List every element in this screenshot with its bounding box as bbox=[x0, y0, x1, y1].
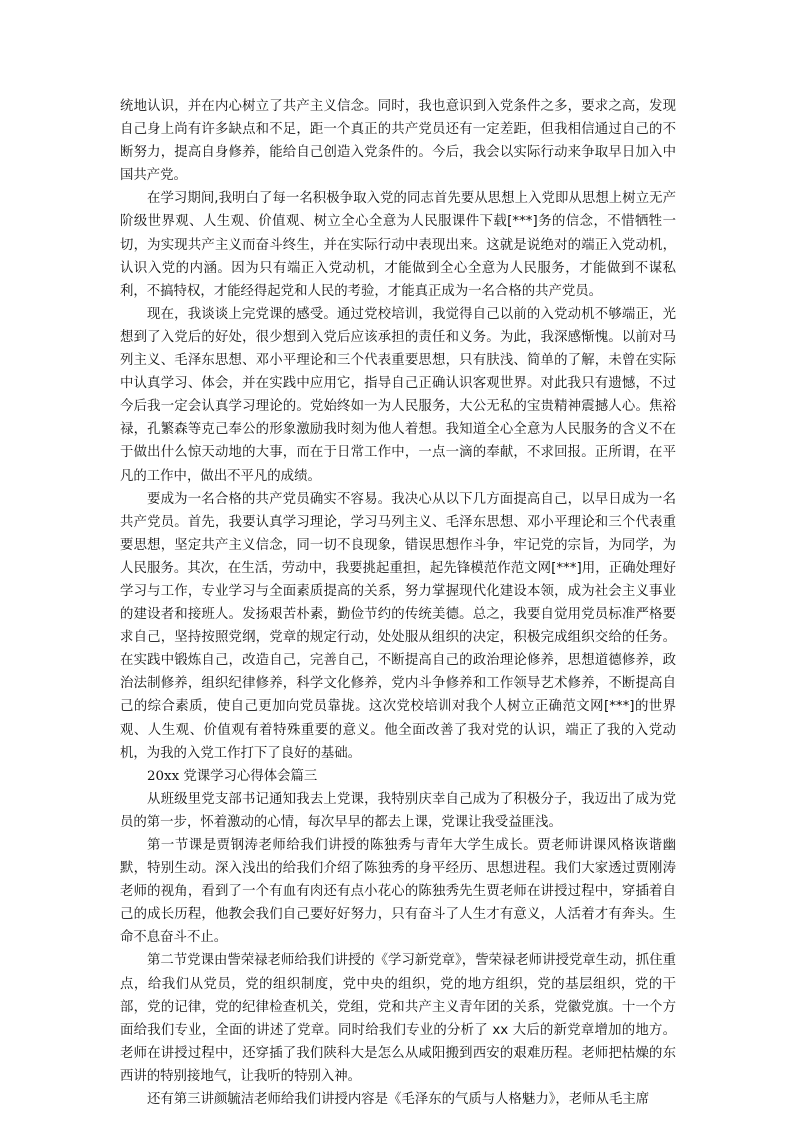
paragraph: 第一节课是贾钢涛老师给我们讲授的陈独秀与青年大学生成长。贾老师讲课风格诙谐幽默，特别生动。深入浅出的给我们介绍了陈独秀的身平经历、思想进程。我们大家透过贾刚涛老师的视角，看到了一个有血有肉还有点小花心的陈独秀先生贾老师在讲授过程中，穿插着自己的成长历程，他教会我们自己要好好努力，只有奋斗了人生才有意义，人活着才有奔头。生命不息奋斗不止。 bbox=[120, 838, 676, 946]
paragraph: 统地认识，并在内心树立了共产主义信念。同时，我也意识到入党条件之多，要求之高，发现自己身上尚有许多缺点和不足，距一个真正的共产党员还有一定差距，但我相信通过自己的不断努力，提高自身修养，能给自己创造入党条件的。今后，我会以实际行动来争取早日加入中国共产党。 bbox=[120, 99, 676, 184]
document-page bbox=[120, 95, 676, 1111]
paragraph: 现在，我谈谈上完党课的感受。通过党校培训，我觉得自己以前的入党动机不够端正，光想到了入党后的好处，很少想到入党后应该承担的责任和义务。为此，我深感惭愧。以前对马列主义、毛泽东思想、邓小平理论和三个代表重要思想，只有肤浅、简单的了解，未曾在实际中认真学习、体会，并在实践中应用它，指导自己正确认识客观世界。对此我只有遗憾，不过今后我一定会认真学习理论的。党始终如一为人民服务，大公无私的宝贵精神震撼人心。焦裕禄，孔繁森等克己奉公的形象激励我时刻为他人着想。我知道全心全意为人民服务的含义不在于做出什么惊天动地的大事，而在于日常工作中，一点一滴的奉献，不求回报。正所谓，在平凡的工作中，做出不平凡的成绩。 bbox=[120, 306, 676, 484]
paragraph: 第二节党课由訾荣禄老师给我们讲授的《学习新党章》，訾荣禄老师讲授党章生动，抓住重点，给我们从党员，党的组织制度，党中央的组织，党的地方组织，党的基层组织，党的干部，党的记律，党的纪律检查机关，党组，党和共产主义青年团的关系，党徽党旗。十一个方面给我们专业，全面的讲述了党章。同时给我们专业的分析了 xx 大后的新党章增加的地方。老师在讲授过程中，还穿插了我们陕科大是怎么从咸阳搬到西安的艰难历程。老师把枯燥的东西讲的特别接地气，让我听的特别入神。 bbox=[120, 953, 676, 1084]
paragraph: 在学习期间,我明白了每一名积极争取入党的同志首先要从思想上入党即从思想上树立无产阶级世界观、人生观、价值观、树立全心全意为人民服课件下载[***]务的信念，不惜牺牲一切，为实现共产主义而奋斗终生，并在实际行动中表现出来。这就是说绝对的端正入党动机，认识入党的内涵。因为只有端正入党动机，才能做到全心全意为人民服务，才能做到不谋私利，不搞特权，才能经得起党和人民的考验，才能真正成为一名合格的共产党员。 bbox=[120, 191, 676, 299]
section-title: 20xx 党课学习心得体会篇三 bbox=[147, 768, 318, 784]
paragraph: 要成为一名合格的共产党员确实不容易。我决心从以下几方面提高自己，以早日成为一名共产党员。首先，我要认真学习理论，学习马列主义、毛泽东思想、邓小平理论和三个代表重要思想，坚定共产主义信念，同一切不良现象，错误思想作斗争，牢记党的宗旨，为同学，为人民服务。其次，在生活，劳动中，我要挑起重担，起先锋模范作范文网[***]用，正确处理好学习与工作，专业学习与全面素质提高的关系，努力掌握现代化建设本领，成为社会主义事业的建设者和接班人。发扬艰苦朴素，勤俭节约的传统美德。总之，我要自觉用党员标准严格要求自己，坚持按照党纲，党章的规定行动，处处服从组织的决定，积极完成组织交给的任务。在实践中锻炼自己，改造自己，完善自己，不断提高自己的政治理论修养，思想道德修养，政治法制修养，组织纪律修养，科学文化修养，党内斗争修养和工作领导艺术修养，不断提高自己的综合素质，使自己更加向党员靠拢。这次党校培训对我个人树立正确范文网[***]的世界观、人生观、价值观有着特殊重要的意义。他全面改善了我对党的认识，端正了我的入党动机，为我的入党工作打下了良好的基础。 bbox=[120, 491, 676, 761]
paragraph: 还有第三讲颜毓洁老师给我们讲授内容是《毛泽东的气质与人格魅力》，老师从毛主席 bbox=[147, 1092, 650, 1108]
paragraph: 从班级里党支部书记通知我去上党课，我特别庆幸自己成为了积极分子，我迈出了成为党员的第一步，怀着激动的心情，每次早早的都去上课，党课让我受益匪浅。 bbox=[120, 791, 676, 830]
